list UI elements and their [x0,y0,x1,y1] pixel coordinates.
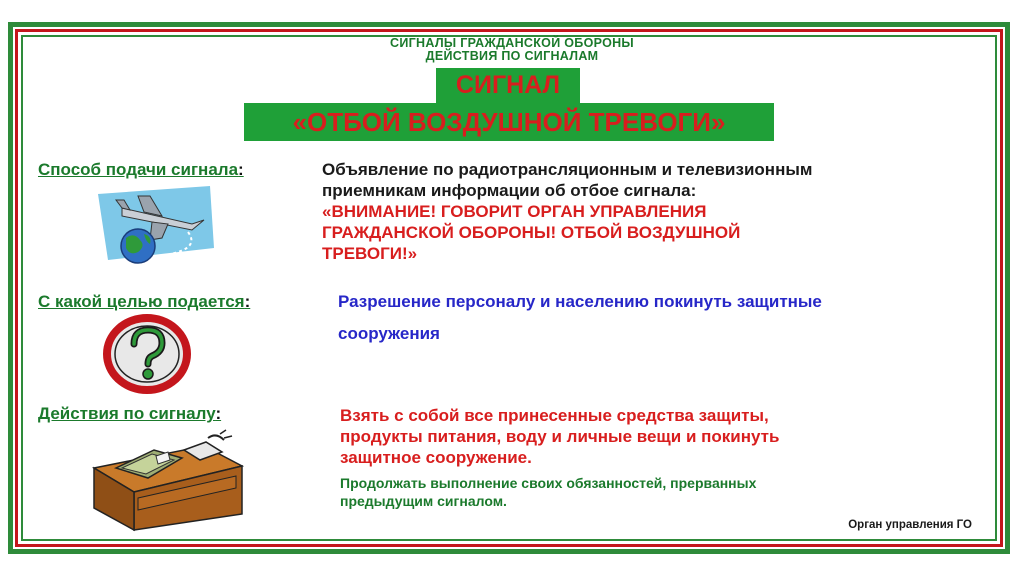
action-line: защитное сооружение. [340,448,532,467]
action-line: Взять с собой все принесенные средства защиты, [340,406,769,425]
announcement-line: «ВНИМАНИЕ! ГОВОРИТ ОРГАН УПРАВЛЕНИЯ [322,202,707,221]
action-line: продукты питания, воду и личные вещи и покинуть [340,427,780,446]
section3-continue [340,474,756,510]
section1-text-line: приемникам информации об отбое сигнала: [322,181,697,200]
header-line-2: ДЕЙСТВИЯ ПО СИГНАЛАМ [425,49,599,63]
continue-line: Продолжать выполнение своих обязанностей, прерванных [340,475,757,491]
header-line-1: СИГНАЛЫ ГРАЖДАНСКОЙ ОБОРОНЫ [390,36,634,50]
signal-name: «ОТБОЙ ВОЗДУШНОЙ ТРЕВОГИ» [244,103,774,141]
desk-icon [86,428,246,532]
announcement-line: ГРАЖДАНСКОЙ ОБОРОНЫ! ОТБОЙ ВОЗДУШНОЙ [322,223,741,242]
section3-label: Действия по сигналу: [38,404,222,423]
section2-label: С какой целью подается: [38,292,251,311]
continue-line: предыдущим сигналом. [340,493,507,509]
announcement-line: ТРЕВОГИ!» [322,244,418,263]
signal-label: СИГНАЛ [436,68,580,103]
section2-text-line-1: Разрешение персоналу и населению покинуть защитные [338,292,822,311]
section1-announcement [322,201,740,264]
section1-text [322,159,812,201]
section1-label: Способ подачи сигнала: [38,160,244,179]
section1-text-line: Объявление по радиотрансляционным и телевизионным [322,160,813,179]
footer-org: Орган управления ГО [848,519,972,531]
section2-text-line-2: сооружения [338,324,440,343]
section3-actions [340,405,779,468]
question-sign-icon [102,314,192,394]
airplane-globe-icon [92,186,222,271]
